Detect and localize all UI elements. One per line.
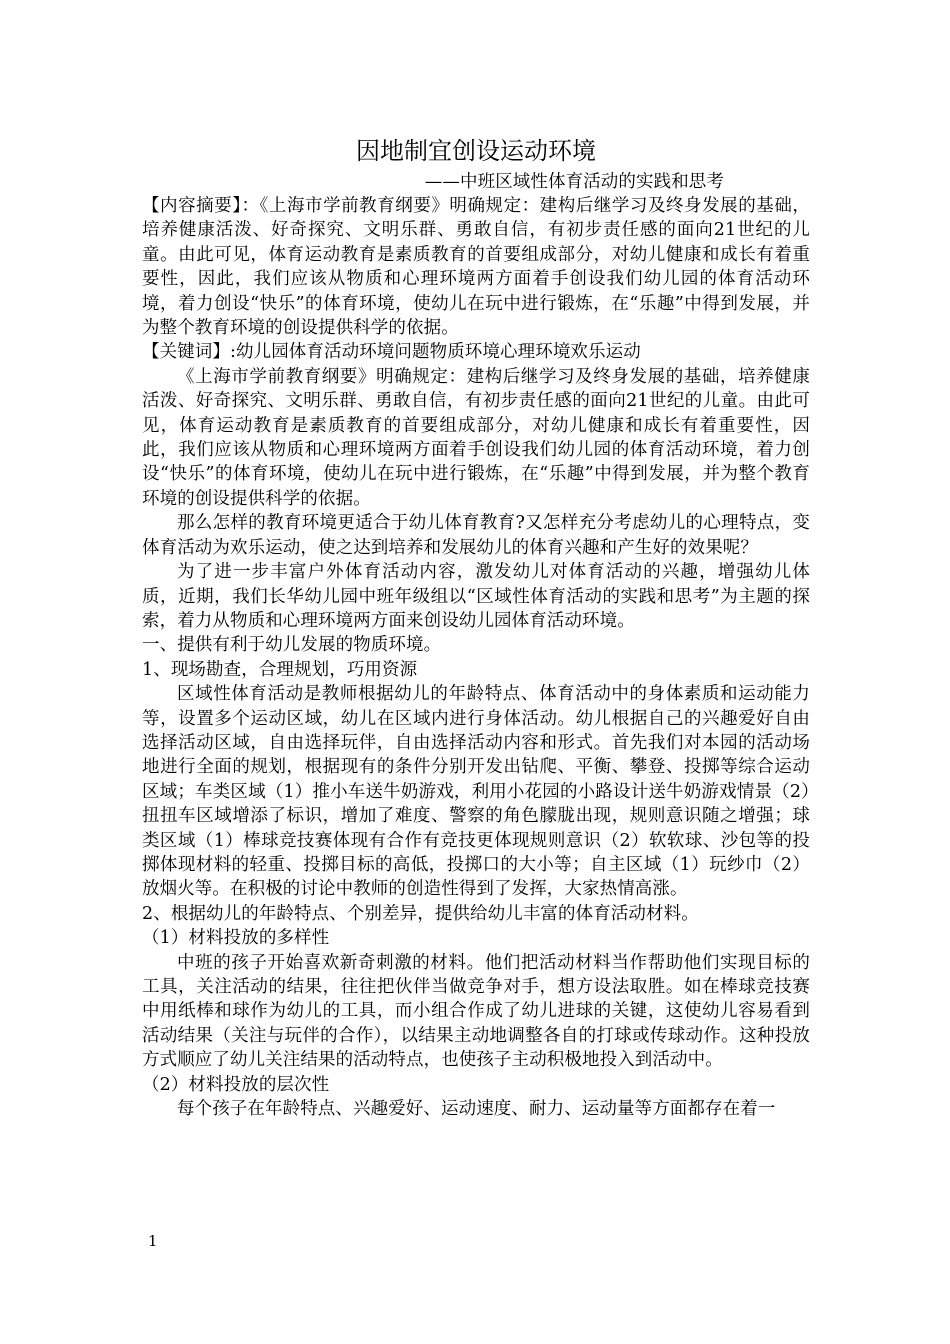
- document-subtitle: ——中班区域性体育活动的实践和思考: [424, 172, 724, 192]
- abstract-paragraph: [142, 194, 810, 340]
- section-heading: 一、提供有利于幼儿发展的物质环境。: [142, 635, 442, 656]
- keyword-item: 物质环境: [429, 342, 501, 363]
- keyword-item: 心理环境: [500, 342, 571, 363]
- keyword-item: 问题: [394, 342, 430, 363]
- sub-item-heading: （2）材料投放的层次性: [142, 1074, 330, 1095]
- body-paragraph: 那么怎样的教育环境更适合于幼儿体育教育?又怎样充分考虑幼儿的心理特点，变体育活动为欢乐运动，使之达到培养和发展幼儿的体育兴趣和产生好的效果呢？: [142, 513, 810, 558]
- body-paragraph: 每个孩子在年龄特点、兴趣爱好、运动速度、耐力、运动量等方面都存在着一: [177, 1099, 776, 1120]
- keywords-label: 【关键词】:: [142, 342, 236, 363]
- subsection-heading: 2、根据幼儿的年龄特点、个别差异，提供给幼儿丰富的体育活动材料。: [142, 903, 699, 924]
- body-paragraph: 为了进一步丰富户外体育活动内容，激发幼儿对体育活动的兴趣，增强幼儿体质，近期，我们长华幼儿园中班年级组以“区域性体育活动的实践和思考”为主题的探索，着力从物质和心理环境两方面来创设幼儿园体育活动环境。: [142, 562, 810, 631]
- keyword-item: 幼儿园体育活动环境: [236, 342, 395, 363]
- document-body: [142, 132, 810, 1121]
- sub-item-heading: （1）材料投放的多样性: [142, 928, 330, 949]
- page-number: 1: [148, 1232, 158, 1250]
- keywords-line: [142, 340, 810, 364]
- body-paragraph: 中班的孩子开始喜欢新奇刺激的材料。他们把活动材料当作帮助他们实现目标的工具，关注活动的结果，往往把伙伴当做竞争对手，想方设法取胜。如在棒球竞技赛中用纸棒和球作为幼儿的工具，而小组合作成了幼儿进球的关键，这使幼儿容易看到活动结果（关注与玩伴的合作），以结果主动地调整各自的打球或传球动作。这种投放方式顺应了幼儿关注结果的活动特点，也使孩子主动积极地投入到活动中。: [142, 952, 810, 1071]
- body-paragraph: 区域性体育活动是教师根据幼儿的年龄特点、体育活动中的身体素质和运动能力等，设置多个运动区域，幼儿在区域内进行身体活动。幼儿根据自己的兴趣爱好自由选择活动区域，自由选择玩伴，自由选择活动内容和形式。首先我们对本园的活动场地进行全面的规划，根据现有的条件分别开发出钻爬、平衡、攀登、投掷等综合运动区域；车类区域（1）推小车送牛奶游戏，利用小花园的小路设计送牛奶游戏情景（2）扭扭车区域增添了标识，增加了难度、警察的角色朦胧出现，规则意识随之增强；球类区域（1）棒球竞技赛体现有合作有竞技更体现规则意识（2）软软球、沙包等的投掷体现材料的轻重、投掷目标的高低，投掷口的大小等；自主区域（1）玩纱巾（2）放烟火等。在积极的讨论中教师的创造性得到了发挥，大家热情高涨。: [142, 684, 810, 900]
- subsection-heading: 1、现场勘查，合理规划，巧用资源: [142, 659, 418, 680]
- keyword-item: 欢乐运动: [570, 342, 641, 363]
- abstract-text: 《上海市学前教育纲要》明确规定：建构后继学习及终身发展的基础，培养健康活泼、好奇探究、文明乐群、勇敢自信，有初步责任感的面向21世纪的儿童。由此可见，体育运动教育是素质教育的首要组成部分，对幼儿健康和成长有着重要性，因此，我们应该从物质和心理环境两方面着手创设我们幼儿园的体育活动环境，着力创设“快乐”的体育环境，使幼儿在玩中进行锻炼，在“乐趣”中得到发展，并为整个教育环境的创设提供科学的依据。: [142, 196, 810, 339]
- abstract-label: 【内容摘要】：: [142, 196, 260, 216]
- document-title: 因地制宜创设运动环境: [356, 137, 596, 165]
- body-paragraph: 《上海市学前教育纲要》明确规定：建构后继学习及终身发展的基础，培养健康活泼、好奇探究、文明乐群、勇敢自信，有初步责任感的面向21世纪的儿童。由此可见，体育运动教育是素质教育的首要组成部分，对幼儿健康和成长有着重要性，因此，我们应该从物质和心理环境两方面着手创设我们幼儿园的体育活动环境，着力创设“快乐”的体育环境，使幼儿在玩中进行锻炼，在“乐趣”中得到发展，并为整个教育环境的创设提供科学的依据。: [142, 366, 810, 509]
